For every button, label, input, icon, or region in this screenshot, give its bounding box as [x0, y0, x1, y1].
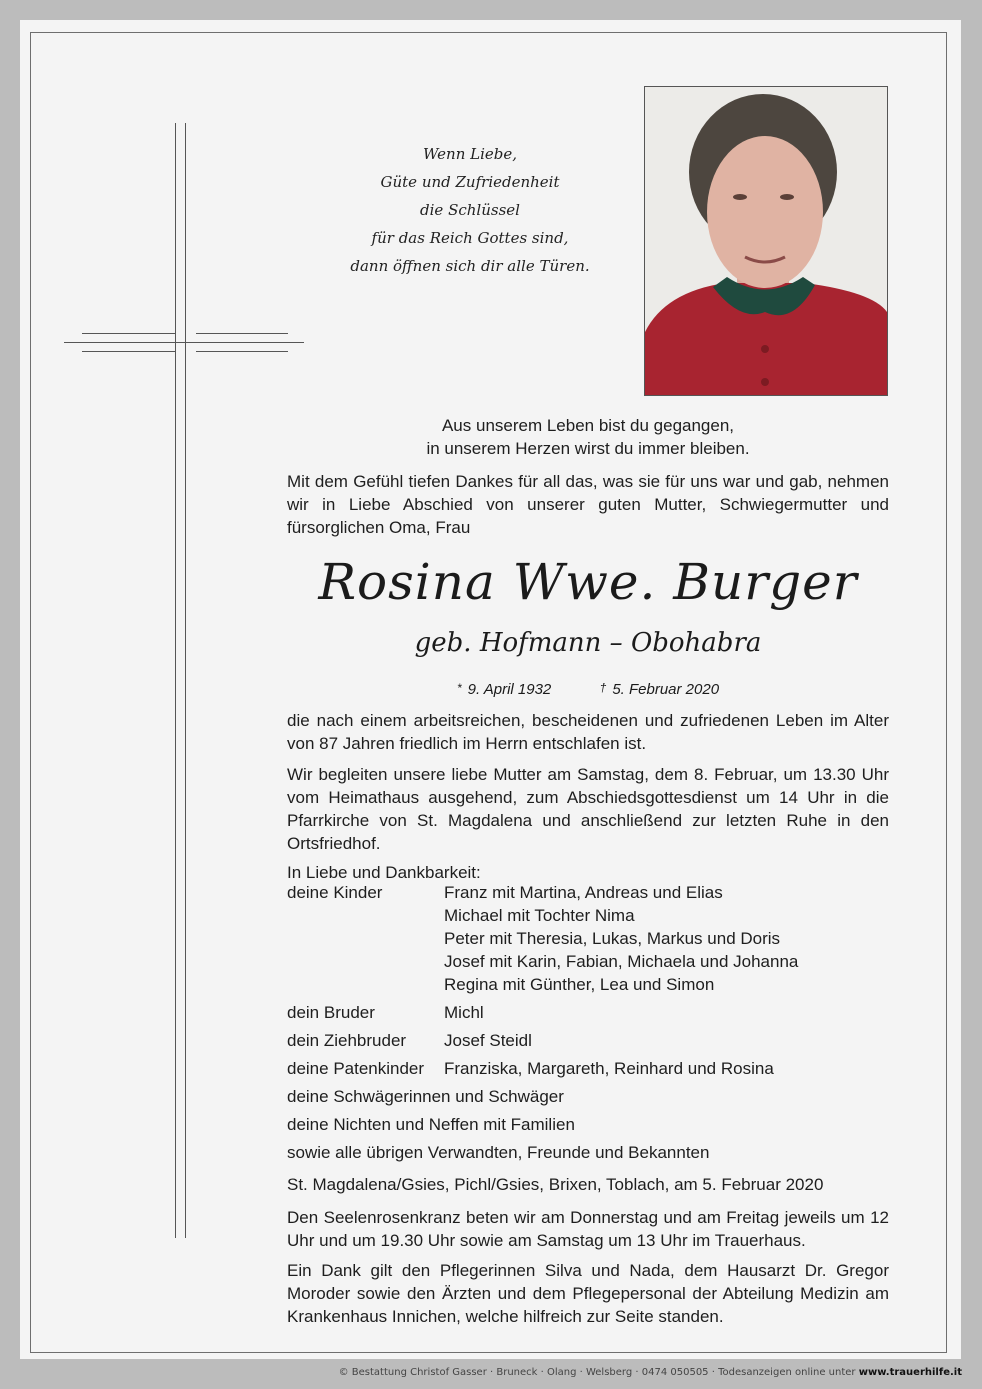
family-row	[287, 1087, 889, 1110]
family-row	[287, 883, 889, 906]
intro-line: in unserem Herzen wirst du immer bleiben.	[426, 439, 750, 458]
poem-line: die Schlüssel	[420, 201, 520, 219]
family-row	[287, 906, 889, 929]
footer-link[interactable]: www.trauerhilfe.it	[858, 1367, 962, 1378]
family-row	[287, 1003, 889, 1026]
family-value: Michael mit Tochter Nima	[444, 906, 635, 925]
family-label: deine Schwägerinnen und Schwäger	[287, 1087, 564, 1106]
gratitude-paragraph: Ein Dank gilt den Pflegerinnen Silva und Nada, dem Hausarzt Dr. Gregor Moroder sowie den Ärzten und dem Pflegepersonal der Abteilung Medizin am Krankenhaus Innichen, welche hilfreich zur Seite standen.	[287, 1261, 889, 1326]
birth-date: 9. April 1932	[467, 681, 552, 698]
birth-symbol: *	[456, 681, 462, 695]
place-date: St. Magdalena/Gsies, Pichl/Gsies, Brixen, Toblach, am 5. Februar 2020	[287, 1175, 824, 1194]
family-value: Josef Steidl	[444, 1031, 532, 1050]
family-value: Franziska, Margareth, Reinhard und Rosina	[444, 1059, 774, 1078]
family-row	[287, 1031, 889, 1054]
poem-line: für das Reich Gottes sind,	[371, 229, 569, 247]
poem-line: Güte und Zufriedenheit	[380, 173, 560, 191]
family-label: deine Nichten und Neffen mit Familien	[287, 1115, 575, 1134]
life-dates	[287, 681, 889, 698]
death-cross-symbol: †	[599, 681, 607, 695]
family-value: Michl	[444, 1003, 484, 1022]
family-row	[287, 1115, 889, 1138]
love-line: In Liebe und Dankbarkeit:	[287, 863, 481, 882]
rosary-paragraph: Den Seelenrosenkranz beten wir am Donnerstag und am Freitag jeweils um 12 Uhr und um 19.30 Uhr sowie am Samstag um 13 Uhr im Trauerhaus.	[287, 1208, 889, 1250]
footer	[0, 1367, 962, 1378]
thanks-paragraph: Mit dem Gefühl tiefen Dankes für all das, was sie für uns war und gab, nehmen wir in Liebe Abschied von unserer guten Mutter, Schwiegermutter und fürsorglichen Oma, Frau	[287, 472, 889, 537]
poem-line: dann öffnen sich dir alle Türen.	[350, 257, 590, 275]
maiden-name: geb. Hofmann – Obohabra	[414, 628, 762, 658]
intro-line: Aus unserem Leben bist du gegangen,	[441, 416, 735, 435]
family-label: deine Kinder	[287, 883, 383, 902]
deceased-name: Rosina Wwe. Burger	[318, 553, 858, 611]
family-value: Franz mit Martina, Andreas und Elias	[444, 883, 723, 902]
funeral-paragraph: Wir begleiten unsere liebe Mutter am Samstag, dem 8. Februar, um 13.30 Uhr vom Heimathaus ausgehend, zum Abschiedsgottesdienst um 14 Uhr in die Pfarrkirche von St. Magdalena und anschließend zur letzten Ruhe in den Ortsfriedhof.	[287, 765, 889, 853]
family-row	[287, 952, 889, 975]
family-value: Josef mit Karin, Fabian, Michaela und Johanna	[444, 952, 799, 971]
poem	[330, 140, 610, 280]
poem-line: Wenn Liebe,	[422, 145, 518, 163]
footer-text: © Bestattung Christof Gasser · Bruneck · Olang · Welsberg · 0474 050505 · Todesanzeigen online unter	[338, 1367, 856, 1378]
family-list	[287, 883, 889, 1166]
family-value: Regina mit Günther, Lea und Simon	[444, 975, 715, 994]
family-row	[287, 1143, 889, 1166]
family-row	[287, 975, 889, 998]
portrait-photo	[644, 86, 888, 396]
family-label: sowie alle übrigen Verwandten, Freunde und Bekannten	[287, 1143, 710, 1162]
family-label: dein Ziehbruder	[287, 1031, 407, 1050]
family-row	[287, 929, 889, 952]
intro-verse	[287, 414, 889, 460]
death-date: 5. Februar 2020	[612, 681, 720, 698]
family-label: dein Bruder	[287, 1003, 375, 1022]
family-value: Peter mit Theresia, Lukas, Markus und Doris	[444, 929, 781, 948]
life-paragraph: die nach einem arbeitsreichen, bescheidenen und zufriedenen Leben im Alter von 87 Jahren friedlich im Herrn entschlafen ist.	[287, 711, 889, 753]
family-row	[287, 1059, 889, 1082]
family-label: deine Patenkinder	[287, 1059, 425, 1078]
